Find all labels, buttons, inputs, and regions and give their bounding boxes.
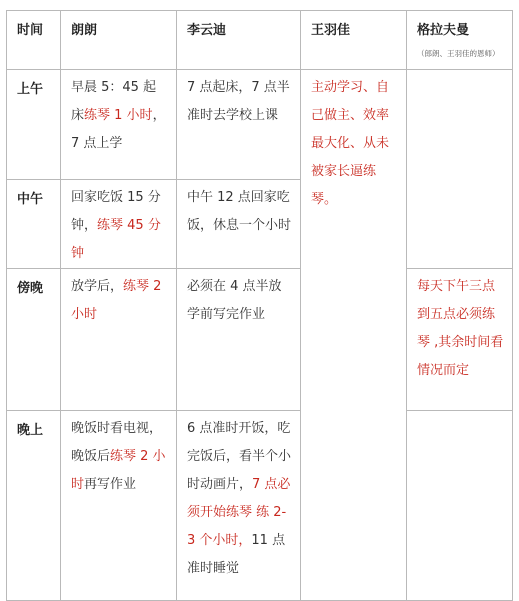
cell-gelafuman: 每天下午三点到五点必须练琴 ,其余时间看情况而定 xyxy=(407,269,513,411)
header-row xyxy=(7,11,513,70)
cell-wangyujia: 主动学习、自己做主、效率最大化、从未被家长逼练琴。 xyxy=(301,70,407,601)
header-gelafuman-note: （郎朗、王羽佳的恩师） xyxy=(417,49,500,58)
practice-schedule-table xyxy=(6,10,513,601)
header-gelafuman: 格拉夫曼 （郎朗、王羽佳的恩师） xyxy=(407,11,513,70)
header-liyundi: 李云迪 xyxy=(177,11,301,70)
cell-liyundi-morning: 7 点起床，7 点半准时去学校上课 xyxy=(177,70,301,180)
cell-langlang-morning: 早晨 5：45 起床练琴 1 小时，7 点上学 xyxy=(61,70,177,180)
cell-langlang-noon: 回家吃饭 15 分钟，练琴 45 分钟 xyxy=(61,180,177,269)
row-label-dusk: 傍晚 xyxy=(7,269,61,411)
row-label-evening: 晚上 xyxy=(7,411,61,601)
cell-liyundi-dusk: 必须在 4 点半放学前写完作业 xyxy=(177,269,301,411)
cell-gelafuman-blank-bottom xyxy=(407,411,513,601)
table-row-morning xyxy=(7,70,513,180)
row-label-morning: 上午 xyxy=(7,70,61,180)
header-time: 时间 xyxy=(7,11,61,70)
cell-langlang-evening: 晚饭时看电视，晚饭后练琴 2 小时再写作业 xyxy=(61,411,177,601)
table-row-evening xyxy=(7,411,513,601)
header-wangyujia: 王羽佳 xyxy=(301,11,407,70)
cell-liyundi-evening: 6 点准时开饭，吃完饭后，看半个小时动画片，7 点必须开始练琴 练 2-3 个小时，11 点准时睡觉 xyxy=(177,411,301,601)
table-row-dusk xyxy=(7,269,513,411)
row-label-noon: 中午 xyxy=(7,180,61,269)
cell-gelafuman-blank-top xyxy=(407,70,513,269)
cell-langlang-dusk: 放学后，练琴 2 小时 xyxy=(61,269,177,411)
cell-liyundi-noon: 中午 12 点回家吃饭，休息一个小时 xyxy=(177,180,301,269)
header-langlang: 朗朗 xyxy=(61,11,177,70)
